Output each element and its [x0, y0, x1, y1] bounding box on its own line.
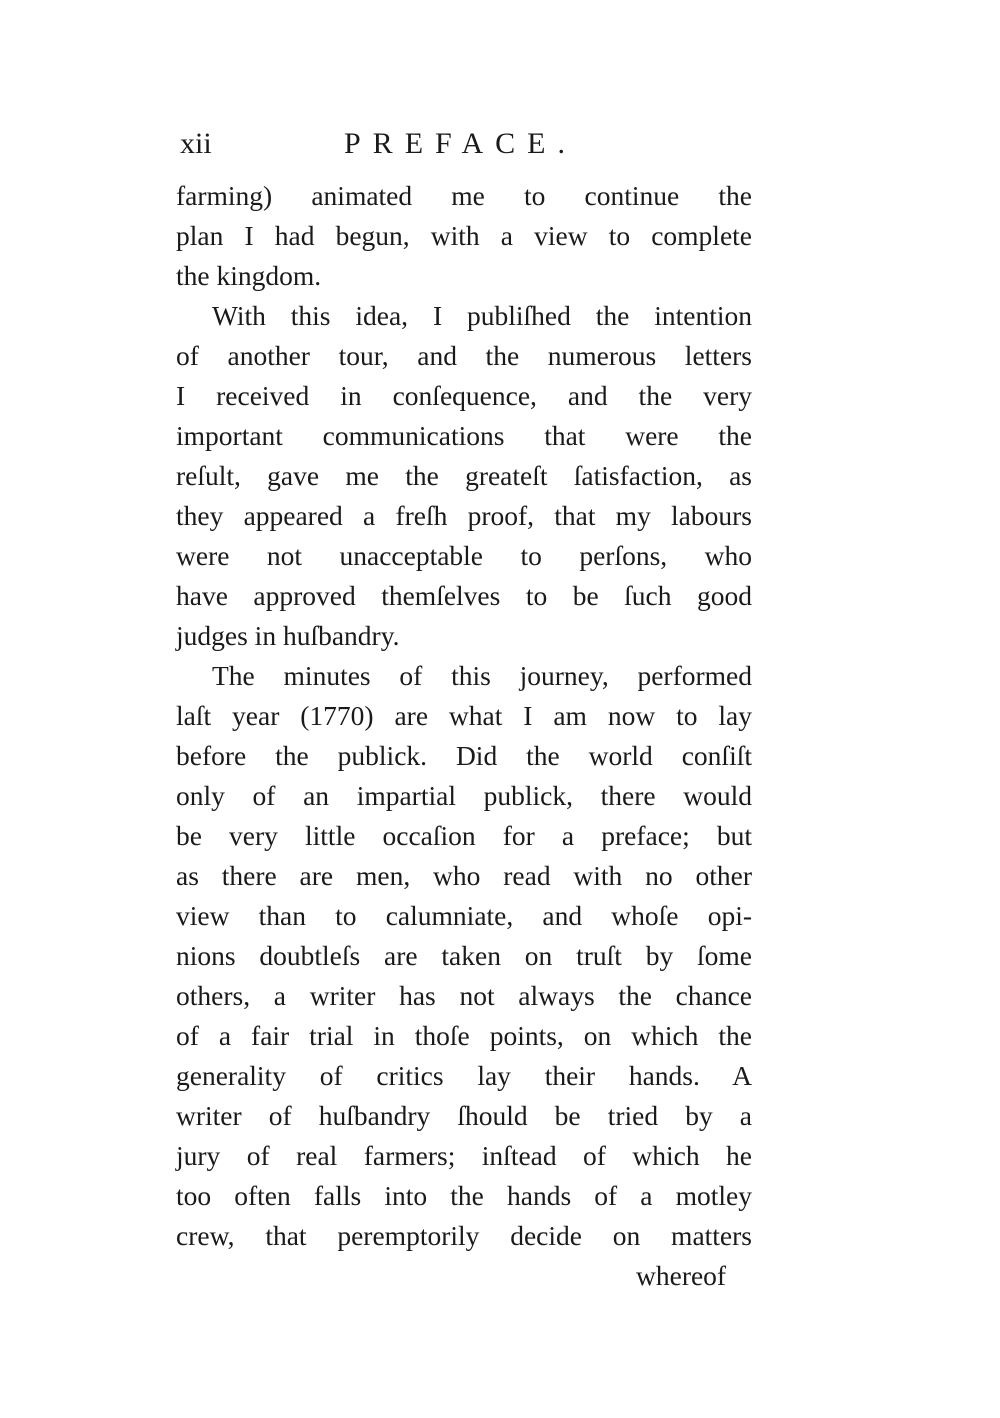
paragraph: [176, 656, 752, 1256]
text-line: farming) animated me to continue the: [176, 180, 752, 211]
text-line: With this idea, I publiſhed the intention: [212, 300, 752, 331]
text-line: the kingdom.: [176, 260, 322, 291]
text-line: nions doubtleſs are taken on truſt by ſome: [176, 940, 752, 971]
text-line: others, a writer has not always the chance: [176, 980, 752, 1011]
text-line: were not unacceptable to perſons, who: [176, 540, 752, 571]
text-line: plan I had begun, with a view to complete: [176, 220, 752, 251]
text-line: they appeared a freſh proof, that my labours: [176, 500, 752, 531]
paragraph: [176, 176, 752, 296]
text-line: reſult, gave me the greateſt ſatisfaction, as: [176, 460, 752, 491]
text-line: important communications that were the: [176, 420, 752, 451]
text-line: jury of real farmers; inſtead of which he: [176, 1140, 752, 1171]
text-line: have approved themſelves to be ſuch good: [176, 580, 752, 611]
text-line: The minutes of this journey, performed: [212, 660, 752, 691]
text-line: laſt year (1770) are what I am now to lay: [176, 700, 752, 731]
text-line: of a fair trial in thoſe points, on which the: [176, 1020, 752, 1051]
text-line: view than to calumniate, and whoſe opi-: [176, 900, 752, 931]
text-line: I received in conſequence, and the very: [176, 380, 752, 411]
paragraph: [176, 296, 752, 656]
text-line: be very little occaſion for a preface; but: [176, 820, 752, 851]
body-text: [176, 176, 752, 1256]
page-header: [178, 122, 778, 166]
text-line: before the publick. Did the world conſiſt: [176, 740, 752, 771]
text-line: crew, that peremptorily decide on matters: [176, 1220, 752, 1251]
text-line: judges in huſbandry.: [176, 620, 400, 651]
page-number: xii: [180, 127, 212, 160]
text-line: too often falls into the hands of a motley: [176, 1180, 752, 1211]
text-line: of another tour, and the numerous letters: [176, 340, 752, 371]
text-line: generality of critics lay their hands. A: [176, 1060, 752, 1091]
catchword: whereof: [636, 1260, 727, 1291]
running-head: PREFACE.: [344, 127, 577, 160]
text-line: writer of huſbandry ſhould be tried by a: [176, 1100, 752, 1131]
text-line: only of an impartial publick, there would: [176, 780, 752, 811]
text-line: as there are men, who read with no other: [176, 860, 752, 891]
